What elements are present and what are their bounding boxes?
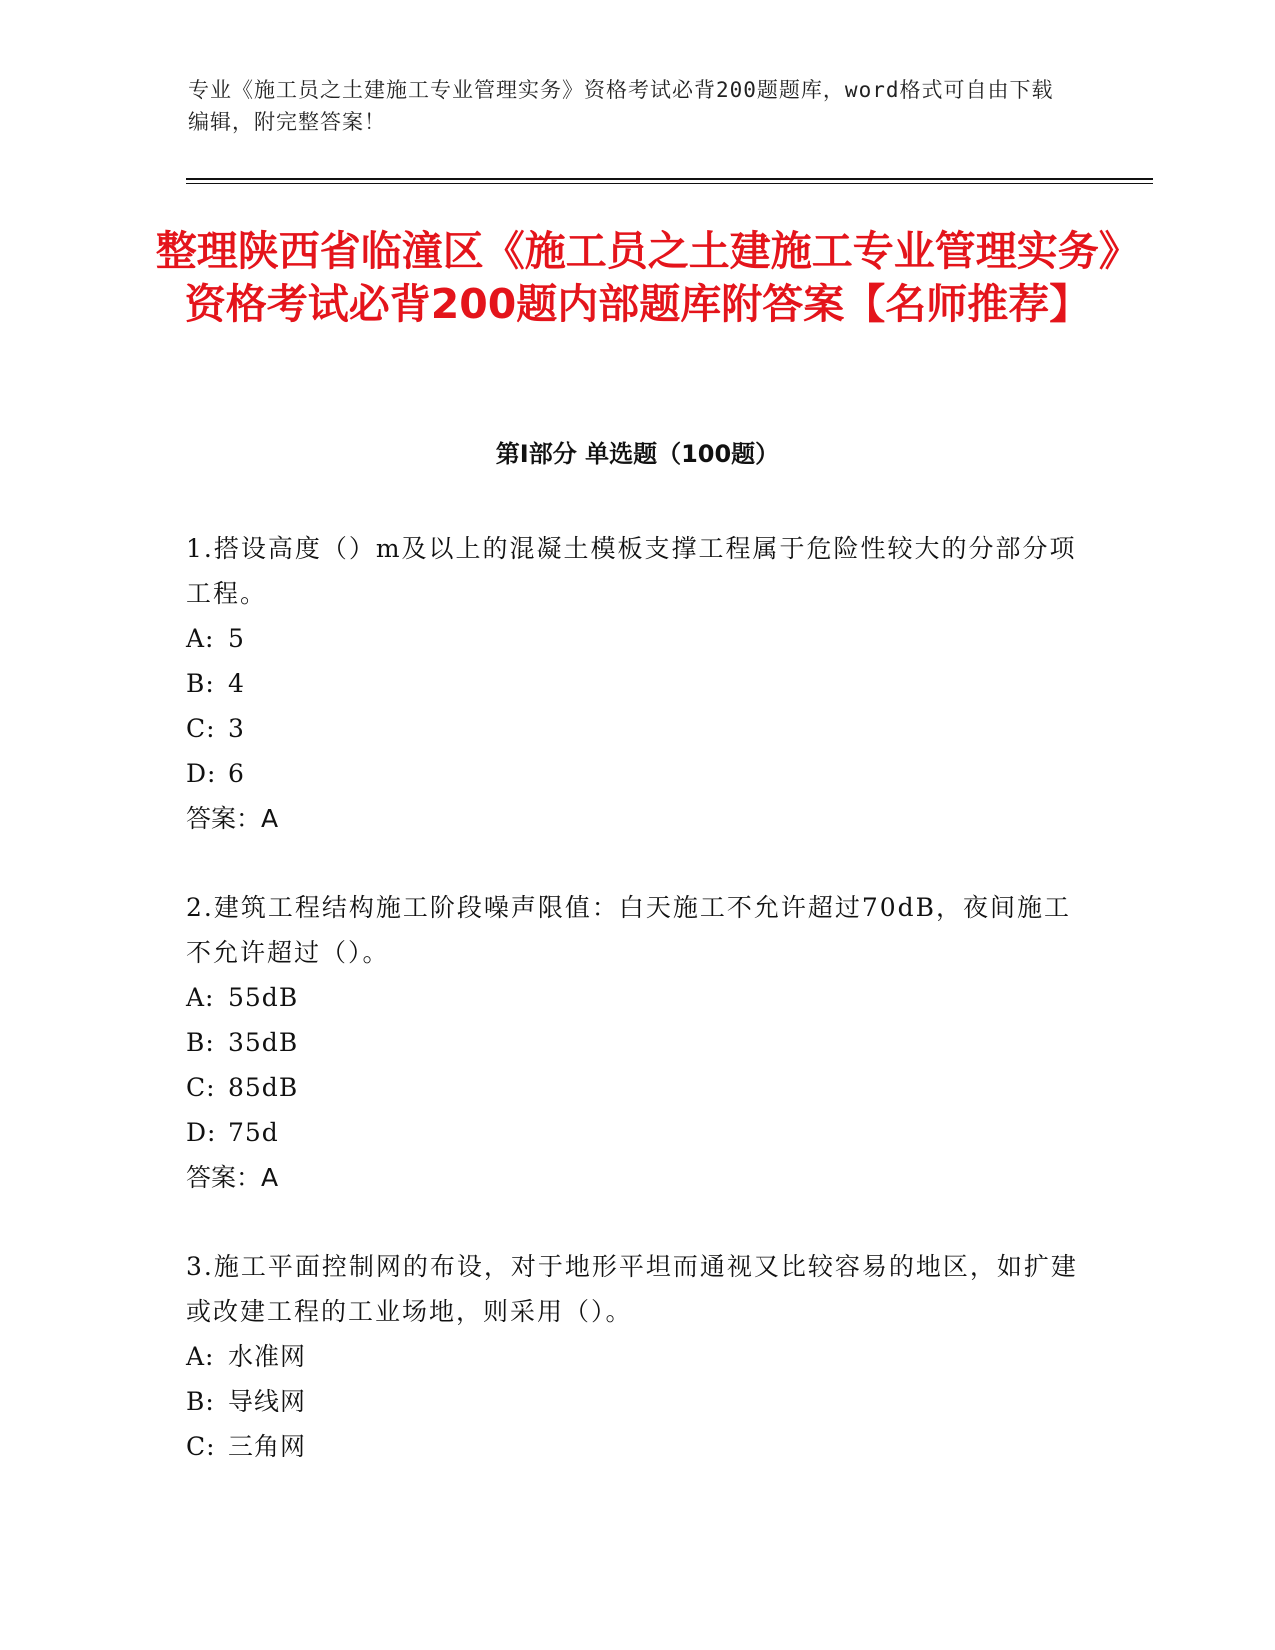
option-c [186, 1065, 1086, 1110]
option-c [186, 1424, 1086, 1469]
option-b [186, 661, 1086, 706]
question-text: 3.施工平面控制网的布设，对于地形平坦而通视又比较容易的地区，如扩建或改建工程的工业场地，则采用（）。 [186, 1252, 1078, 1326]
option-d [186, 751, 1086, 796]
question-text: 2.建筑工程结构施工阶段噪声限值：白天施工不允许超过70dB，夜间施工不允许超过（）。 [186, 893, 1072, 967]
option-key: C: [186, 1073, 216, 1102]
header-divider-thin [186, 183, 1153, 184]
question-item [186, 1244, 1086, 1469]
option-key: C: [186, 1432, 216, 1461]
option-value: 35dB [228, 1028, 299, 1057]
question-text: 1.搭设高度（）m及以上的混凝土模板支撑工程属于危险性较大的分部分项工程。 [186, 534, 1077, 608]
option-key: C: [186, 714, 216, 743]
question-list [186, 526, 1086, 1513]
option-a [186, 1334, 1086, 1379]
option-a [186, 616, 1086, 661]
option-key: A: [186, 1342, 215, 1371]
answer-line: 答案：A [186, 1163, 279, 1192]
option-a [186, 975, 1086, 1020]
question-item [186, 885, 1086, 1200]
option-b [186, 1379, 1086, 1424]
option-key: A: [186, 983, 215, 1012]
option-c [186, 706, 1086, 751]
option-value: 75d [228, 1118, 279, 1147]
header-divider-thick [186, 178, 1153, 180]
header-note: 专业《施工员之土建施工专业管理实务》资格考试必背200题题库，word格式可自由下载编辑，附完整答案！ [188, 78, 1054, 134]
option-key: B: [186, 1387, 215, 1416]
section-heading: 第I部分 单选题（100题） [495, 440, 780, 468]
option-key: A: [186, 624, 215, 653]
option-value: 55dB [228, 983, 299, 1012]
option-key: B: [186, 669, 215, 698]
option-b [186, 1020, 1086, 1065]
option-value: 3 [228, 714, 245, 743]
option-key: D: [186, 1118, 217, 1147]
option-value: 三角网 [228, 1432, 307, 1461]
option-key: B: [186, 1028, 215, 1057]
option-value: 6 [228, 759, 245, 788]
document-title: 整理陕西省临潼区《施工员之土建施工专业管理实务》资格考试必背200题内部题库附答案【名师推荐】 [155, 227, 1120, 328]
option-value: 85dB [228, 1073, 299, 1102]
question-item [186, 526, 1086, 841]
option-value: 水准网 [228, 1342, 307, 1371]
option-key: D: [186, 759, 217, 788]
option-d [186, 1110, 1086, 1155]
option-value: 5 [228, 624, 245, 653]
option-value: 导线网 [228, 1387, 307, 1416]
option-value: 4 [228, 669, 245, 698]
answer-line: 答案：A [186, 804, 279, 833]
